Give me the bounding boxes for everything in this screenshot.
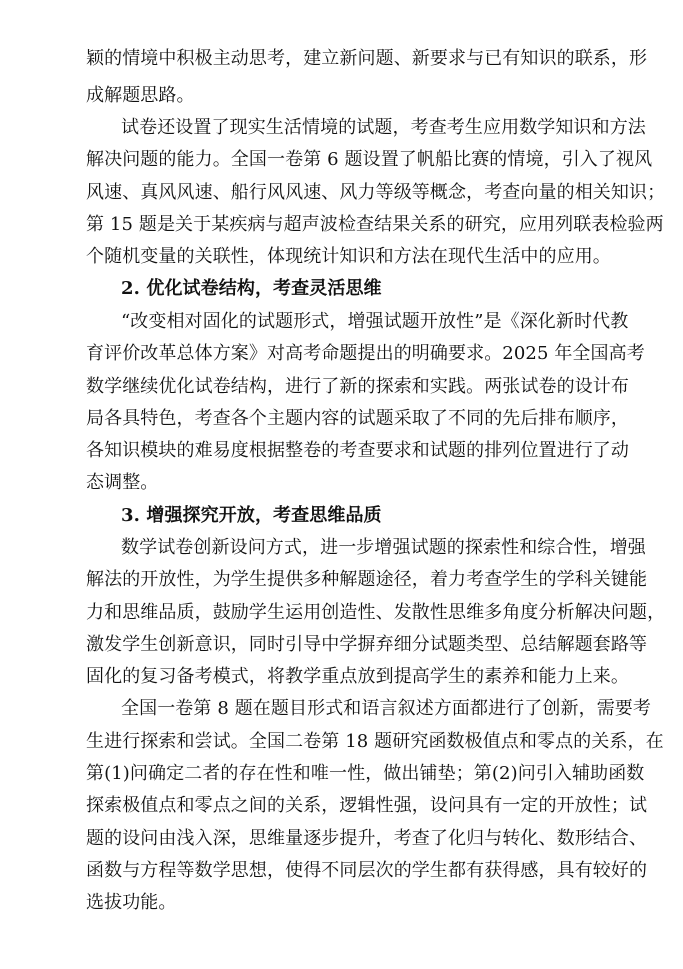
paragraph-4-line-5: 固化的复习备考模式，将教学重点放到提高学生的素养和能力上来。 [86,666,629,687]
paragraph-5-line-7: 选拔功能。 [86,892,177,913]
paragraph-3-line-5: 各知识模块的难易度根据整卷的考查要求和试题的排列位置进行了动 [86,440,629,461]
paragraph-1-line-2: 成解题思路。 [86,85,195,106]
paragraph-3-line-2: 育评价改革总体方案》对高考命题提出的明确要求。2025 年全国高考 [86,343,645,364]
paragraph-4-line-3: 力和思维品质，鼓励学生运用创造性、发散性思维多角度分析解决问题， [86,602,666,623]
paragraph-4-line-2: 解法的开放性，为学生提供多种解题途径，着力考查学生的学科关键能 [86,569,648,590]
paragraph-2-line-2: 解决问题的能力。全国一卷第 6 题设置了帆船比赛的情境，引入了视风 [86,149,653,170]
paragraph-5-line-1: 全国一卷第 8 题在题目形式和语言叙述方面都进行了创新，需要考 [121,698,651,719]
paragraph-2-line-1: 试卷还设置了现实生活情境的试题，考查考生应用数学知识和方法 [121,117,646,138]
paragraph-3-line-6: 态调整。 [86,472,159,493]
paragraph-5-line-5: 题的设问由浅入深，思维量逐步提升，考查了化归与转化、数形结合、 [86,828,648,849]
paragraph-5-line-6: 函数与方程等数学思想，使得不同层次的学生都有获得感，具有较好的 [86,860,648,881]
paragraph-1-line-1: 颖的情境中积极主动思考，建立新问题、新要求与已有知识的联系，形 [86,48,648,69]
paragraph-5-line-2: 生进行探索和尝试。全国二卷第 18 题研究函数极值点和零点的关系，在 [86,731,664,752]
paragraph-4-line-4: 激发学生创新意识，同时引导中学摒弃细分试题类型、总结解题套路等 [86,634,648,655]
paragraph-3-line-4: 局各具特色，考查各个主题内容的试题采取了不同的先后排布顺序， [86,408,629,429]
section-heading-3: 3. 增强探究开放，考查思维品质 [121,505,382,526]
paragraph-3-line-3: 数学继续优化试卷结构，进行了新的探索和实践。两张试卷的设计布 [86,376,629,397]
paragraph-3-line-1: “改变相对固化的试题形式，增强试题开放性”是《深化新时代教 [121,311,629,332]
paragraph-2-line-4: 第 15 题是关于某疾病与超声波检查结果关系的研究，应用列联表检验两 [86,214,664,235]
paragraph-4-line-1: 数学试卷创新设问方式，进一步增强试题的探索性和综合性，增强 [121,537,646,558]
section-heading-2: 2. 优化试卷结构，考查灵活思维 [121,278,382,299]
paragraph-2-line-5: 个随机变量的关联性，体现统计知识和方法在现代生活中的应用。 [86,246,611,267]
paragraph-5-line-3: 第(1)问确定二者的存在性和唯一性，做出铺垫；第(2)问引入辅助函数 [86,763,645,784]
paragraph-2-line-3: 风速、真风风速、船行风风速、风力等级等概念，考查向量的相关知识； [86,182,666,203]
paragraph-5-line-4: 探索极值点和零点之间的关系，逻辑性强，设问具有一定的开放性；试 [86,795,648,816]
